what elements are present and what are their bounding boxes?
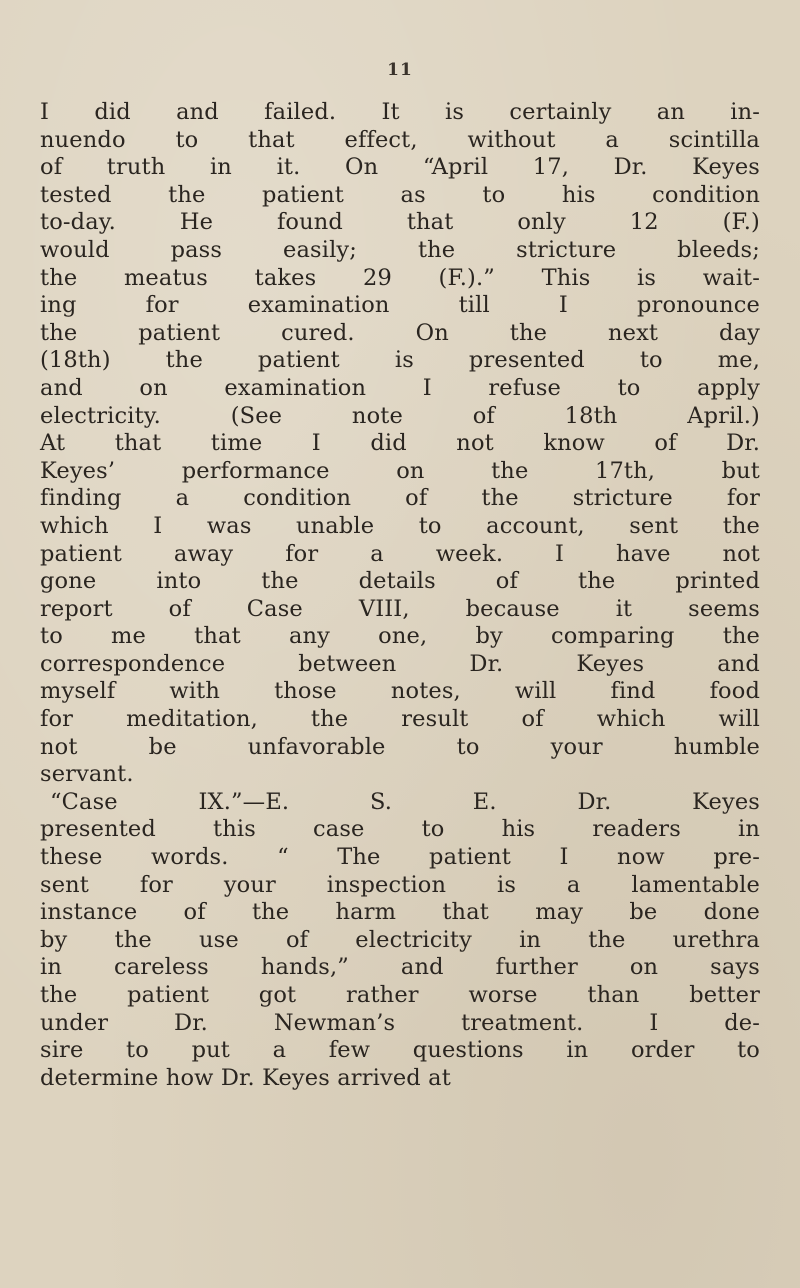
- text-line: the meatus takes 29 (F.).” This is wait-: [40, 264, 760, 291]
- text-line: nuendo to that effect, without a scintilla: [40, 126, 760, 153]
- text-line: the patient cured. On the next day: [40, 319, 760, 346]
- text-line: presented this case to his readers in: [40, 816, 760, 843]
- text-line: would pass easily; the stricture bleeds;: [40, 236, 760, 263]
- text-line: I did and failed. It is certainly an in-: [40, 99, 760, 125]
- text-line: to-day. He found that only 12 (F.): [40, 209, 760, 236]
- text-line: determine how Dr. Keyes arrived at: [40, 1064, 451, 1091]
- text-line: sent for your inspection is a lamentable: [40, 871, 760, 898]
- text-line: sire to put a few questions in order to: [40, 1037, 760, 1064]
- body-text: [40, 99, 760, 1092]
- text-line: the patient got rather worse than better: [40, 982, 760, 1008]
- text-line: ing for examination till I pronounce: [40, 292, 760, 319]
- text-line: myself with those notes, will find food: [40, 678, 760, 705]
- text-line: for meditation, the result of which will: [40, 706, 760, 733]
- text-line: which I was unable to account, sent the: [40, 512, 760, 539]
- text-line: instance of the harm that may be done: [40, 899, 760, 926]
- text-line: (18th) the patient is presented to me,: [40, 347, 760, 374]
- text-line: “Case IX.”—E. S. E. Dr. Keyes: [50, 788, 760, 815]
- text-line: finding a condition of the stricture for: [40, 485, 760, 512]
- text-line: under Dr. Newman’s treatment. I de-: [40, 1009, 760, 1036]
- text-line: report of Case VIII, because it seems: [40, 595, 760, 622]
- text-line: not be unfavorable to your humble: [40, 733, 760, 760]
- text-line: correspondence between Dr. Keyes and: [40, 650, 760, 677]
- text-line: in careless hands,” and further on says: [40, 954, 760, 981]
- text-line: these words. “ The patient I now pre-: [40, 844, 760, 871]
- text-line: by the use of electricity in the urethra: [40, 926, 760, 953]
- text-line: Keyes’ performance on the 17th, but: [40, 457, 760, 484]
- page-number: 11: [387, 60, 413, 80]
- text-line: of truth in it. On “April 17, Dr. Keyes: [40, 154, 760, 181]
- text-line: to me that any one, by comparing the: [40, 623, 760, 650]
- text-line: tested the patient as to his condition: [40, 181, 760, 208]
- text-line: patient away for a week. I have not: [40, 540, 760, 567]
- text-line: gone into the details of the printed: [40, 568, 760, 595]
- text-line: servant.: [40, 761, 134, 788]
- text-line: and on examination I refuse to apply: [40, 374, 760, 401]
- text-line: electricity. (See note of 18th April.): [40, 402, 760, 429]
- text-line: At that time I did not know of Dr.: [40, 430, 760, 457]
